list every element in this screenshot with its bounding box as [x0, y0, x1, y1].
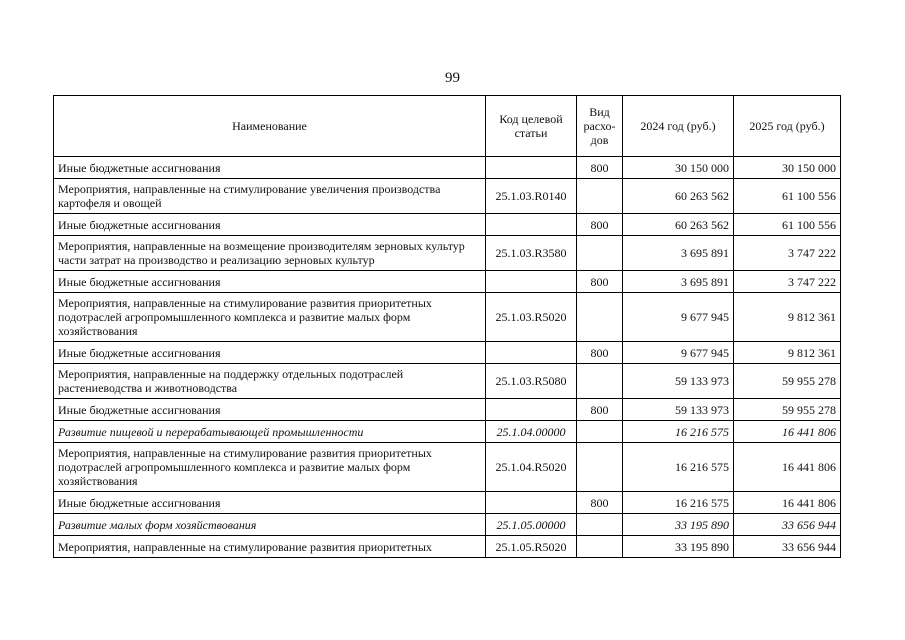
table-row: [54, 214, 841, 236]
row-2024: 16 216 575: [623, 492, 734, 514]
row-vid: 800: [577, 214, 623, 236]
row-name: Иные бюджетные ассигнования: [54, 214, 486, 236]
header-2024: 2024 год (руб.): [623, 96, 734, 157]
row-2024: 60 263 562: [623, 214, 734, 236]
table-row: [54, 179, 841, 214]
row-code: 25.1.04.R5020: [486, 443, 577, 492]
table-row-section: [54, 421, 841, 443]
row-2024: 33 195 890: [623, 536, 734, 558]
row-name: Мероприятия, направленные на возмещение производителям зерновых культур части затрат на производство и реализацию зерновых культур: [54, 236, 486, 271]
row-2024: 9 677 945: [623, 293, 734, 342]
row-code: [486, 492, 577, 514]
row-2025: 61 100 556: [734, 214, 841, 236]
row-code: 25.1.03.R5080: [486, 364, 577, 399]
row-2025: 3 747 222: [734, 271, 841, 293]
row-code: 25.1.05.00000: [486, 514, 577, 536]
row-2025: 59 955 278: [734, 364, 841, 399]
row-2025: 33 656 944: [734, 514, 841, 536]
row-2025: 16 441 806: [734, 421, 841, 443]
row-2024: 60 263 562: [623, 179, 734, 214]
row-code: 25.1.03.R3580: [486, 236, 577, 271]
row-code: [486, 157, 577, 179]
row-2025: 16 441 806: [734, 443, 841, 492]
row-code: 25.1.03.R5020: [486, 293, 577, 342]
row-code: [486, 399, 577, 421]
row-vid: [577, 293, 623, 342]
row-2025: 9 812 361: [734, 293, 841, 342]
row-code: 25.1.03.R0140: [486, 179, 577, 214]
row-name: Мероприятия, направленные на поддержку отдельных подотраслей растениеводства и животноводства: [54, 364, 486, 399]
row-vid: [577, 421, 623, 443]
table-row: [54, 236, 841, 271]
row-2024: 3 695 891: [623, 236, 734, 271]
row-name: Иные бюджетные ассигнования: [54, 342, 486, 364]
row-vid: 800: [577, 492, 623, 514]
row-vid: [577, 536, 623, 558]
table-row: [54, 364, 841, 399]
table-row: [54, 342, 841, 364]
row-2024: 59 133 973: [623, 364, 734, 399]
row-vid: [577, 443, 623, 492]
row-vid: 800: [577, 399, 623, 421]
row-2025: 30 150 000: [734, 157, 841, 179]
row-2024: 16 216 575: [623, 443, 734, 492]
row-vid: 800: [577, 342, 623, 364]
row-name: Развитие пищевой и перерабатывающей промышленности: [54, 421, 486, 443]
header-2025: 2025 год (руб.): [734, 96, 841, 157]
row-2025: 59 955 278: [734, 399, 841, 421]
row-2024: 33 195 890: [623, 514, 734, 536]
table-row: [54, 443, 841, 492]
row-name: Мероприятия, направленные на стимулирование развития приоритетных подотраслей агропромышленного комплекса и развитие малых форм хозяйствования: [54, 293, 486, 342]
row-vid: [577, 364, 623, 399]
table-header-row: [54, 96, 841, 157]
table-row-section: [54, 514, 841, 536]
row-2025: 16 441 806: [734, 492, 841, 514]
row-code: [486, 342, 577, 364]
row-name: Иные бюджетные ассигнования: [54, 271, 486, 293]
header-vid: Вид расхо-дов: [577, 96, 623, 157]
row-2024: 3 695 891: [623, 271, 734, 293]
row-code: [486, 214, 577, 236]
row-vid: [577, 514, 623, 536]
row-2024: 59 133 973: [623, 399, 734, 421]
header-code: Код целевой статьи: [486, 96, 577, 157]
row-2024: 9 677 945: [623, 342, 734, 364]
table-row: [54, 271, 841, 293]
table-row: [54, 399, 841, 421]
row-name: Иные бюджетные ассигнования: [54, 399, 486, 421]
row-2025: 9 812 361: [734, 342, 841, 364]
row-name: Развитие малых форм хозяйствования: [54, 514, 486, 536]
row-code: 25.1.04.00000: [486, 421, 577, 443]
header-name: Наименование: [54, 96, 486, 157]
row-code: 25.1.05.R5020: [486, 536, 577, 558]
page-number: 99: [445, 70, 460, 86]
row-vid: [577, 179, 623, 214]
row-2025: 61 100 556: [734, 179, 841, 214]
table-row: [54, 293, 841, 342]
row-2024: 16 216 575: [623, 421, 734, 443]
row-2025: 3 747 222: [734, 236, 841, 271]
row-2024: 30 150 000: [623, 157, 734, 179]
budget-table: [53, 95, 841, 558]
row-vid: 800: [577, 271, 623, 293]
row-2025: 33 656 944: [734, 536, 841, 558]
row-name: Иные бюджетные ассигнования: [54, 492, 486, 514]
row-name: Мероприятия, направленные на стимулирование развития приоритетных: [54, 536, 486, 558]
row-vid: [577, 236, 623, 271]
table-row: [54, 492, 841, 514]
row-name: Мероприятия, направленные на стимулирование увеличения производства картофеля и овощей: [54, 179, 486, 214]
table-row: [54, 536, 841, 558]
table-row: [54, 157, 841, 179]
row-name: Мероприятия, направленные на стимулирование развития приоритетных подотраслей агропромышленного комплекса и развитие малых форм хозяйствования: [54, 443, 486, 492]
row-code: [486, 271, 577, 293]
row-name: Иные бюджетные ассигнования: [54, 157, 486, 179]
row-vid: 800: [577, 157, 623, 179]
